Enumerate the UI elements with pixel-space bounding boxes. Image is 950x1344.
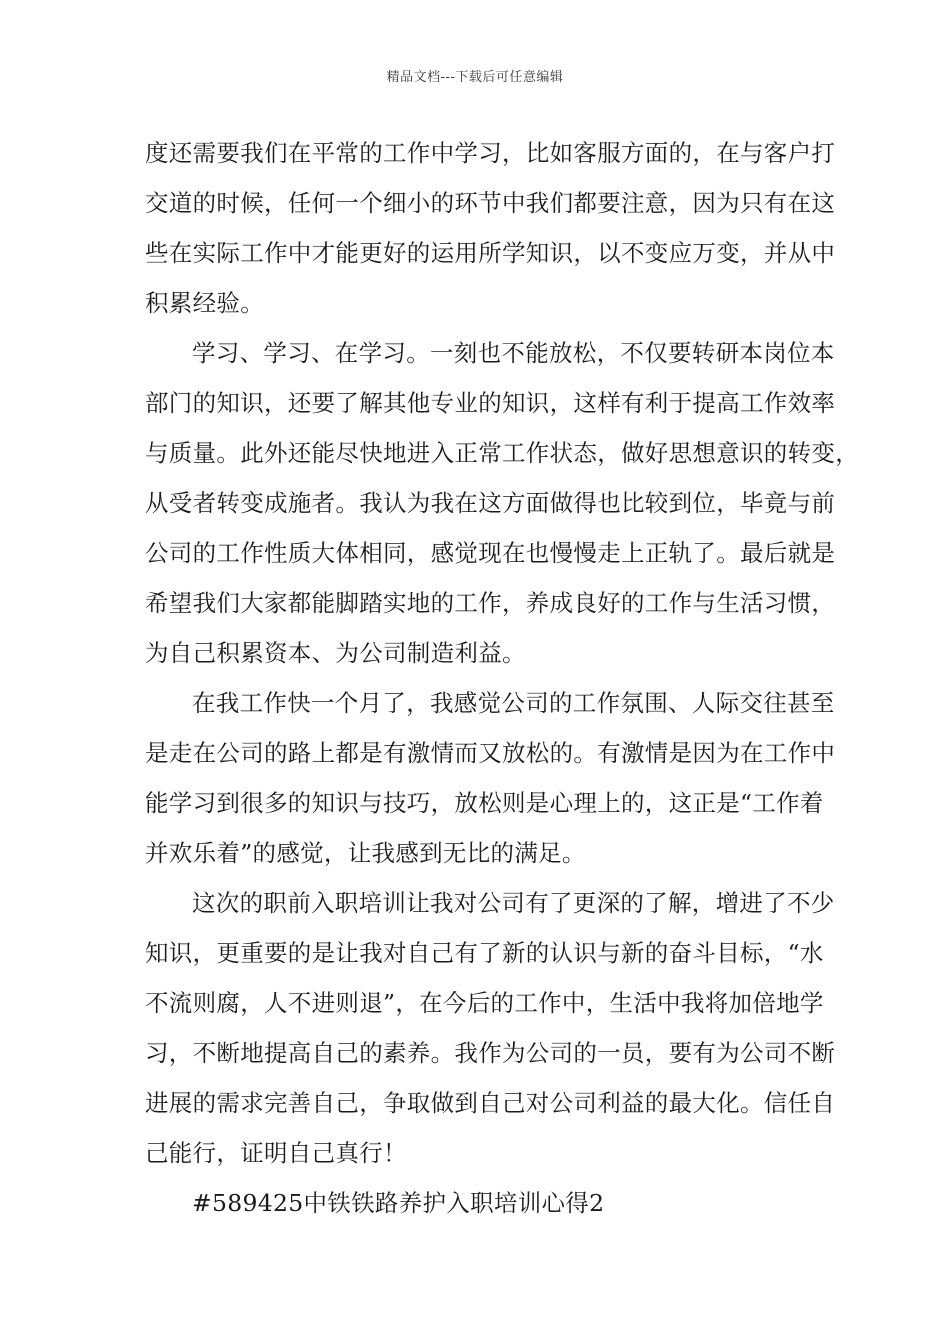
text-line: 在我工作快一个月了，我感觉公司的工作氛围、人际交往甚至 [192,689,835,717]
text-line: #589425中铁铁路养护入职培训心得2 [192,1189,605,1217]
text-line: 知识，更重要的是让我对自己有了新的认识与新的奋斗目标，“水 [145,939,824,967]
text-line: 并欢乐着”的感觉，让我感到无比的满足。 [145,839,586,867]
text-line: 为自己积累资本、为公司制造利益。 [145,639,526,667]
text-line: 希望我们大家都能脚踏实地的工作，养成良好的工作与生活习惯， [145,589,836,617]
text-line: 部门的知识，还要了解其他专业的知识，这样有利于提高工作效率 [145,389,836,417]
text-line: 进展的需求完善自己，争取做到自己对公司利益的最大化。信任自 [145,1089,836,1117]
text-line: 从受者转变成施者。我认为我在这方面做得也比较到位，毕竟与前 [145,489,836,517]
text-line: 能学习到很多的知识与技巧，放松则是心理上的，这正是“工作着 [145,789,824,817]
text-line: 学习、学习、在学习。一刻也不能放松，不仅要转研本岗位本 [192,339,835,367]
document-body [145,128,859,1228]
page-header: 精品文档---下载后可任意编辑 [386,70,564,85]
text-line: 度还需要我们在平常的工作中学习，比如客服方面的，在与客户打 [145,139,836,167]
text-line: 积累经验。 [145,289,264,317]
text-line: 己能行，证明自己真行！ [145,1139,407,1167]
text-line: 是走在公司的路上都是有激情而又放松的。有激情是因为在工作中 [145,739,836,767]
text-line: 这次的职前入职培训让我对公司有了更深的了解，增进了不少 [192,889,835,917]
text-line: 公司的工作性质大体相同，感觉现在也慢慢走上正轨了。最后就是 [145,539,836,567]
text-line: 交道的时候，任何一个细小的环节中我们都要注意，因为只有在这 [145,189,836,217]
text-line: 不流则腐，人不进则退”，在今后的工作中，生活中我将加倍地学 [145,989,824,1017]
text-line: 些在实际工作中才能更好的运用所学知识，以不变应万变，并从中 [145,239,836,267]
text-line: 与质量。此外还能尽快地进入正常工作状态，做好思想意识的转变， [145,439,859,467]
text-line: 习，不断地提高自己的素养。我作为公司的一员，要有为公司不断 [145,1039,836,1067]
